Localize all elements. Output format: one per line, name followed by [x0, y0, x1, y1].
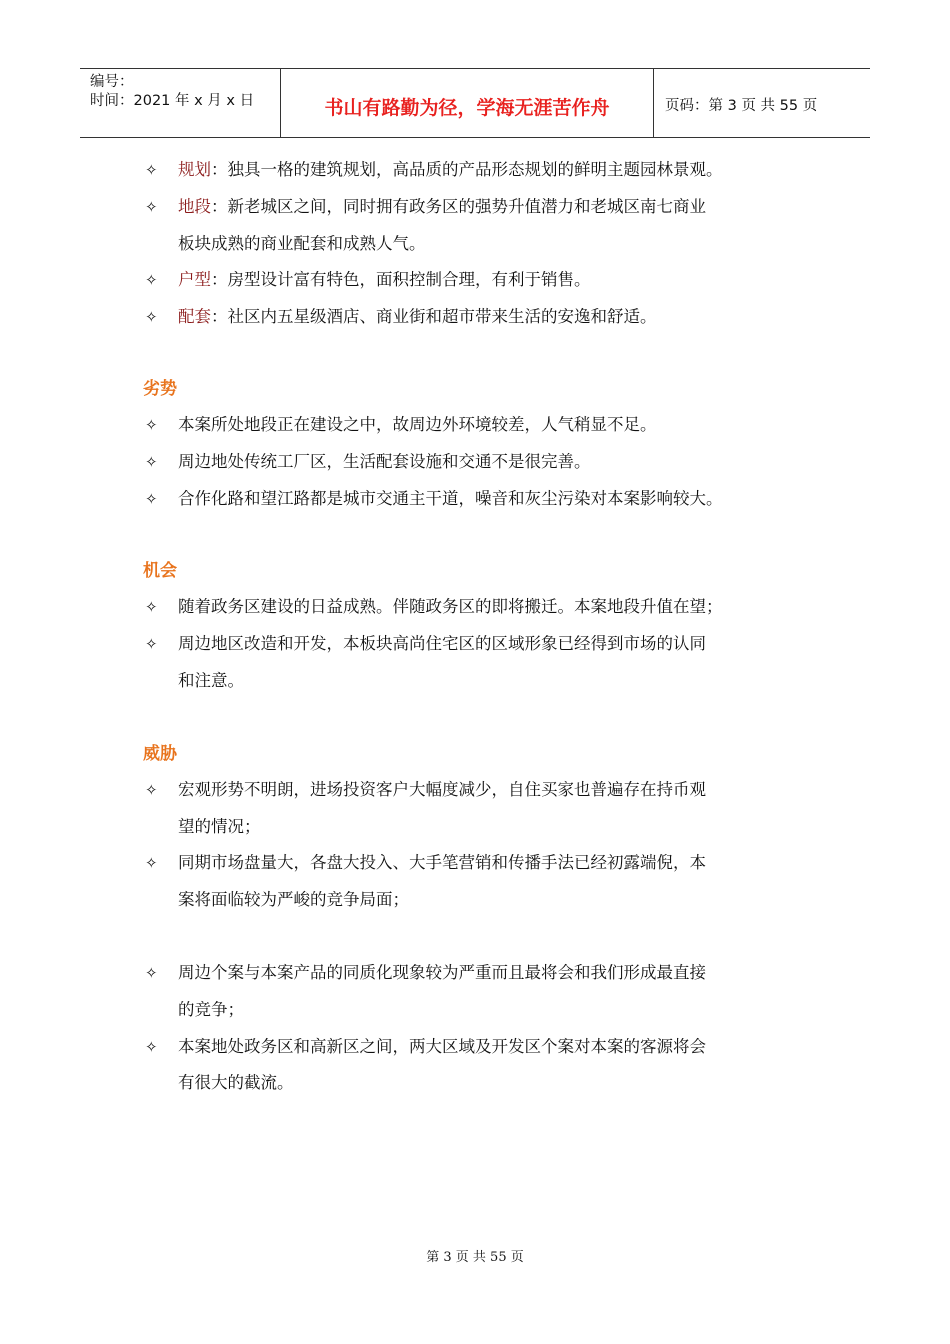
list-item	[145, 444, 825, 481]
item-text: 周边个案与本案产品的同质化现象较为严重而且最将会和我们形成最直接	[178, 962, 706, 982]
item-sep: ：	[211, 270, 228, 290]
item-text: 随着政务区建设的日益成熟。伴随政务区的即将搬迁。本案地段升值在望；	[178, 597, 723, 617]
bullet-icon: ✧	[145, 489, 158, 508]
bullet-icon: ✧	[145, 1037, 158, 1056]
item-key: 配套	[178, 307, 211, 327]
header-meta	[80, 69, 281, 137]
bullet-icon: ✧	[145, 161, 158, 179]
number-label: 编号：	[90, 74, 134, 90]
item-text: 周边地区改造和开发，本板块高尚住宅区的区域形象已经得到市场的认同	[178, 634, 706, 654]
item-key: 规划	[178, 160, 211, 179]
item-key: 地段	[178, 196, 211, 216]
list-item	[145, 299, 825, 336]
bullet-icon: ✧	[145, 452, 158, 471]
item-text: 新老城区之间，同时拥有政务区的强势升值潜力和老城区南七商业	[227, 196, 706, 216]
list-item	[145, 481, 825, 518]
item-text: 周边地处传统工厂区，生活配套设施和交通不是很完善。	[178, 451, 591, 471]
item-text: 独具一格的建筑规划，高品质的产品形态规划的鲜明主题园林景观。	[227, 160, 723, 179]
bullet-icon: ✧	[145, 854, 158, 873]
bullet-icon: ✧	[145, 963, 158, 982]
item-sep: ：	[211, 196, 228, 216]
bullet-icon: ✧	[145, 415, 158, 434]
list-item	[145, 1029, 825, 1103]
item-text: 房型设计富有特色，面积控制合理，有利于销售。	[227, 270, 591, 290]
list-item	[145, 626, 825, 700]
time-label: 时间：2021 年 x 月 x 日	[90, 93, 255, 109]
item-text-cont: 的竞争；	[178, 999, 244, 1019]
item-sep: ：	[211, 160, 228, 179]
page-header	[80, 68, 870, 138]
list-item	[145, 189, 825, 263]
header-motto: 书山有路勤为径，学海无涯苦作舟	[281, 69, 654, 137]
item-text-cont: 和注意。	[178, 670, 244, 690]
bullet-icon: ✧	[145, 197, 158, 216]
list-item	[145, 955, 825, 1029]
item-text-cont: 板块成熟的商业配套和成熟人气。	[178, 233, 426, 253]
bullet-icon: ✧	[145, 271, 158, 290]
bullet-icon: ✧	[145, 635, 158, 654]
item-text: 同期市场盘量大，各盘大投入、大手笔营销和传播手法已经初露端倪，本	[178, 853, 706, 873]
section-title-weakness: 劣势	[143, 378, 177, 399]
bullet-icon: ✧	[145, 598, 158, 617]
bullet-icon: ✧	[145, 780, 158, 799]
bullet-icon: ✧	[145, 308, 158, 327]
item-text: 本案地处政务区和高新区之间，两大区域及开发区个案对本案的客源将会	[178, 1036, 706, 1056]
item-text: 合作化路和望江路都是城市交通主干道，噪音和灰尘污染对本案影响较大。	[178, 488, 723, 508]
item-text-cont: 案将面临较为严峻的竞争局面；	[178, 890, 409, 910]
page-footer: 第 3 页 共 55 页	[426, 1250, 524, 1265]
document-body	[145, 152, 825, 1102]
item-text-cont: 望的情况；	[178, 816, 261, 836]
item-sep: ：	[211, 307, 228, 327]
list-item	[145, 589, 825, 626]
item-text: 宏观形势不明朗，进场投资客户大幅度减少，自住买家也普遍存在持币观	[178, 779, 706, 799]
item-text: 社区内五星级酒店、商业街和超市带来生活的安逸和舒适。	[227, 307, 657, 327]
header-page-info: 页码：第 3 页 共 55 页	[665, 97, 818, 114]
list-item	[145, 845, 825, 919]
list-item	[145, 772, 825, 846]
section-title-threat: 威胁	[143, 743, 177, 764]
item-text-cont: 有很大的截流。	[178, 1073, 294, 1093]
list-item	[145, 262, 825, 299]
list-item	[145, 407, 825, 444]
list-item	[145, 152, 825, 189]
item-text: 本案所处地段正在建设之中，故周边外环境较差，人气稍显不足。	[178, 414, 657, 434]
item-key: 户型	[178, 270, 211, 290]
section-title-opportunity: 机会	[143, 561, 177, 582]
